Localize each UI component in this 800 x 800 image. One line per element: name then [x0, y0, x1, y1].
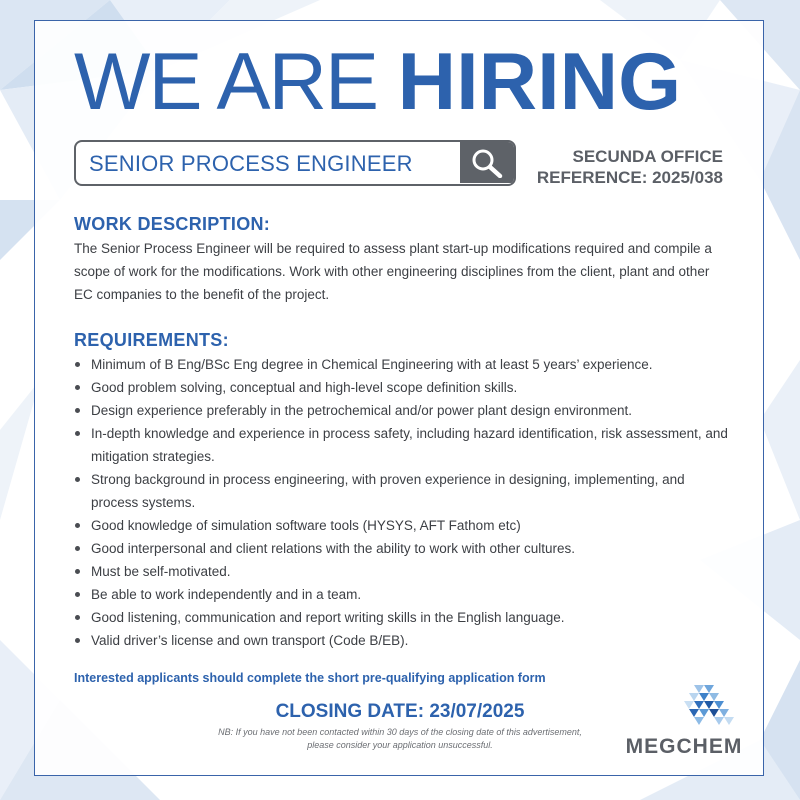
- list-item: Valid driver’s license and own transport (Code B/EB).: [74, 629, 734, 652]
- headline-thin: WE ARE: [74, 37, 398, 127]
- list-item: Design experience preferably in the petrochemical and/or power plant design environment.: [74, 399, 734, 422]
- work-description-text: The Senior Process Engineer will be required to assess plant start-up modifications required and compile a scope of work for the modifications. Work with other engineering disciplines from the client, plant and other EC companies to the benefit of the project.: [74, 241, 712, 302]
- reference-number: REFERENCE: 2025/038: [536, 168, 723, 187]
- list-item: In-depth knowledge and experience in process safety, including hazard identification, risk assessment, and mitigation strategies.: [74, 422, 734, 468]
- requirements-list: [74, 353, 734, 652]
- hiring-headline: [74, 37, 734, 127]
- list-item: Good knowledge of simulation software tools (HYSYS, AFT Fathom etc): [74, 514, 734, 537]
- list-item: Good interpersonal and client relations with the ability to work with other cultures.: [74, 537, 734, 560]
- megchem-logo: [616, 683, 752, 765]
- job-title: SENIOR PROCESS ENGINEER: [89, 151, 413, 176]
- headline-bold: HIRING: [397, 37, 682, 127]
- megchem-logo-text: MEGCHEM: [625, 735, 743, 758]
- closing-date: CLOSING DATE: 23/07/2025: [275, 701, 525, 722]
- megchem-logo-icon: [680, 683, 744, 733]
- office-location: SECUNDA OFFICE: [572, 147, 723, 166]
- search-button[interactable]: [460, 142, 514, 183]
- job-title-search-bar: [74, 140, 516, 186]
- list-item: Good problem solving, conceptual and high-level scope definition skills.: [74, 376, 734, 399]
- list-item: Minimum of B Eng/BSc Eng degree in Chemical Engineering with at least 5 years’ experience.: [74, 353, 734, 376]
- list-item: Strong background in process engineering, with proven experience in designing, implementing, and process systems.: [74, 468, 734, 514]
- list-item: Be able to work independently and in a team.: [74, 583, 734, 606]
- list-item: Good listening, communication and report writing skills in the English language.: [74, 606, 734, 629]
- application-call-to-action: Interested applicants should complete the short pre-qualifying application form: [74, 671, 546, 685]
- search-icon: [471, 148, 503, 178]
- requirements-title: REQUIREMENTS:: [74, 330, 229, 350]
- nb-note: NB: If you have not been contacted within 30 days of the closing date of this advertisement, please consider your application unsuccessful.: [218, 727, 582, 750]
- list-item: Must be self-motivated.: [74, 560, 734, 583]
- work-description-title: WORK DESCRIPTION:: [74, 214, 271, 234]
- office-reference: [537, 146, 723, 188]
